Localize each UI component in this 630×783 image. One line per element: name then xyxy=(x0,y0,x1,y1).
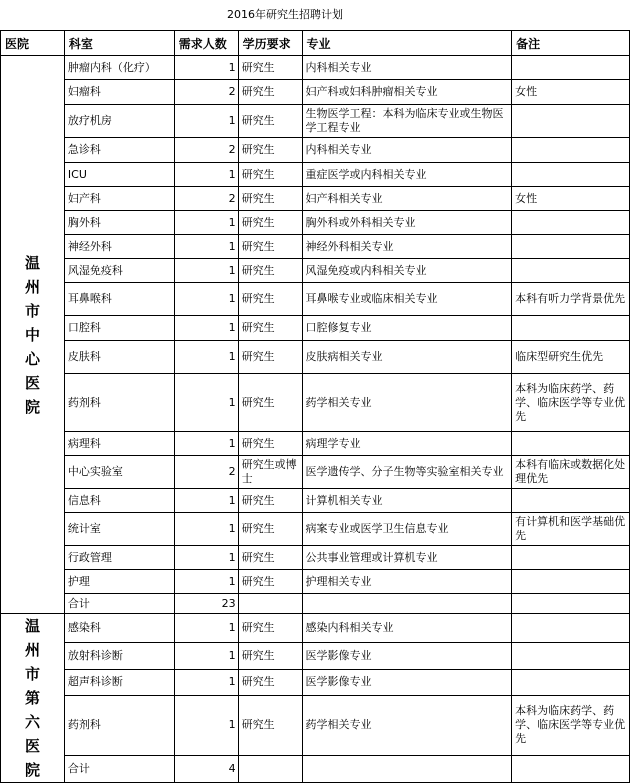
count-cell: 1 xyxy=(174,546,238,570)
major-cell: 重症医学或内科相关专业 xyxy=(302,163,512,187)
major-cell xyxy=(302,755,512,782)
count-cell: 1 xyxy=(174,259,238,283)
remark-cell: 有计算机和医学基础优先 xyxy=(512,513,630,546)
remark-cell xyxy=(512,614,630,643)
table-row xyxy=(1,163,630,187)
department-cell: 急诊科 xyxy=(64,138,174,163)
major-cell: 药学相关专业 xyxy=(302,695,512,755)
count-cell: 2 xyxy=(174,80,238,105)
major-cell: 胸外科或外科相关专业 xyxy=(302,211,512,235)
major-cell: 感染内科相关专业 xyxy=(302,614,512,643)
table-row xyxy=(1,432,630,456)
count-cell: 1 xyxy=(174,341,238,374)
table-row xyxy=(1,259,630,283)
education-cell: 研究生 xyxy=(238,283,302,316)
count-cell: 1 xyxy=(174,283,238,316)
education-cell: 研究生 xyxy=(238,614,302,643)
table-row xyxy=(1,513,630,546)
header-remark: 备注 xyxy=(512,31,630,56)
department-cell: 皮肤科 xyxy=(64,341,174,374)
table-row xyxy=(1,235,630,259)
count-cell: 1 xyxy=(174,513,238,546)
department-cell: 中心实验室 xyxy=(64,456,174,489)
remark-cell xyxy=(512,432,630,456)
remark-cell xyxy=(512,56,630,80)
education-cell: 研究生 xyxy=(238,138,302,163)
department-cell: 妇产科 xyxy=(64,187,174,211)
table-row xyxy=(1,56,630,80)
department-cell: 风湿免疫科 xyxy=(64,259,174,283)
total-count-cell: 4 xyxy=(174,755,238,782)
count-cell: 1 xyxy=(174,316,238,341)
header-major: 专业 xyxy=(302,31,512,56)
remark-cell xyxy=(512,105,630,138)
department-cell: 神经外科 xyxy=(64,235,174,259)
table-row xyxy=(1,374,630,432)
recruitment-table xyxy=(0,30,630,783)
major-cell: 耳鼻喉专业或临床相关专业 xyxy=(302,283,512,316)
count-cell: 1 xyxy=(174,211,238,235)
remark-cell: 本科为临床药学、药学、临床医学等专业优先 xyxy=(512,695,630,755)
education-cell: 研究生 xyxy=(238,546,302,570)
department-cell: 药剂科 xyxy=(64,695,174,755)
remark-cell xyxy=(512,570,630,594)
major-cell: 妇产科或妇科肿瘤相关专业 xyxy=(302,80,512,105)
department-cell: 肿瘤内科（化疗） xyxy=(64,56,174,80)
edu-cell xyxy=(238,594,302,614)
department-cell: 放射科诊断 xyxy=(64,643,174,669)
major-cell: 皮肤病相关专业 xyxy=(302,341,512,374)
education-cell: 研究生 xyxy=(238,56,302,80)
table-row xyxy=(1,187,630,211)
education-cell: 研究生 xyxy=(238,513,302,546)
department-cell: ICU xyxy=(64,163,174,187)
count-cell: 2 xyxy=(174,187,238,211)
major-cell: 生物医学工程：本科为临床专业或生物医学工程专业 xyxy=(302,105,512,138)
education-cell: 研究生 xyxy=(238,695,302,755)
remark-cell xyxy=(512,594,630,614)
table-row xyxy=(1,489,630,513)
major-cell: 病案专业或医学卫生信息专业 xyxy=(302,513,512,546)
education-cell: 研究生 xyxy=(238,669,302,695)
table-row xyxy=(1,341,630,374)
major-cell: 神经外科相关专业 xyxy=(302,235,512,259)
total-label-cell: 合计 xyxy=(64,755,174,782)
department-cell: 耳鼻喉科 xyxy=(64,283,174,316)
department-cell: 超声科诊断 xyxy=(64,669,174,695)
major-cell xyxy=(302,594,512,614)
education-cell: 研究生 xyxy=(238,105,302,138)
major-cell: 内科相关专业 xyxy=(302,56,512,80)
table-row xyxy=(1,695,630,755)
remark-cell xyxy=(512,163,630,187)
count-cell: 1 xyxy=(174,614,238,643)
table-row xyxy=(1,570,630,594)
table-row xyxy=(1,546,630,570)
remark-cell: 女性 xyxy=(512,80,630,105)
count-cell: 2 xyxy=(174,456,238,489)
remark-cell: 临床型研究生优先 xyxy=(512,341,630,374)
sheet-title: 2016年研究生招聘计划 xyxy=(227,8,343,21)
total-count-cell: 23 xyxy=(174,594,238,614)
education-cell: 研究生 xyxy=(238,80,302,105)
count-cell: 1 xyxy=(174,695,238,755)
count-cell: 1 xyxy=(174,669,238,695)
major-cell: 内科相关专业 xyxy=(302,138,512,163)
total-row xyxy=(1,755,630,782)
header-count: 需求人数 xyxy=(174,31,238,56)
education-cell: 研究生 xyxy=(238,316,302,341)
edu-cell xyxy=(238,755,302,782)
department-cell: 行政管理 xyxy=(64,546,174,570)
department-cell: 口腔科 xyxy=(64,316,174,341)
header-hospital: 医院 xyxy=(1,31,65,56)
major-cell: 医学遗传学、分子生物等实验室相关专业 xyxy=(302,456,512,489)
major-cell: 护理相关专业 xyxy=(302,570,512,594)
major-cell: 口腔修复专业 xyxy=(302,316,512,341)
education-cell: 研究生 xyxy=(238,235,302,259)
count-cell: 2 xyxy=(174,138,238,163)
education-cell: 研究生 xyxy=(238,211,302,235)
total-label-cell: 合计 xyxy=(64,594,174,614)
table-row xyxy=(1,105,630,138)
remark-cell xyxy=(512,138,630,163)
major-cell: 药学相关专业 xyxy=(302,374,512,432)
education-cell: 研究生 xyxy=(238,489,302,513)
table-row xyxy=(1,456,630,489)
remark-cell xyxy=(512,643,630,669)
table-row xyxy=(1,643,630,669)
count-cell: 1 xyxy=(174,432,238,456)
remark-cell: 女性 xyxy=(512,187,630,211)
department-cell: 妇瘤科 xyxy=(64,80,174,105)
table-row xyxy=(1,669,630,695)
total-row xyxy=(1,594,630,614)
major-cell: 病理学专业 xyxy=(302,432,512,456)
department-cell: 信息科 xyxy=(64,489,174,513)
department-cell: 胸外科 xyxy=(64,211,174,235)
count-cell: 1 xyxy=(174,374,238,432)
count-cell: 1 xyxy=(174,489,238,513)
remark-cell xyxy=(512,235,630,259)
remark-cell xyxy=(512,546,630,570)
education-cell: 研究生 xyxy=(238,163,302,187)
education-cell: 研究生 xyxy=(238,187,302,211)
header-row xyxy=(1,31,630,56)
department-cell: 病理科 xyxy=(64,432,174,456)
header-department: 科室 xyxy=(64,31,174,56)
table-row xyxy=(1,211,630,235)
count-cell: 1 xyxy=(174,643,238,669)
remark-cell xyxy=(512,489,630,513)
header-education: 学历要求 xyxy=(238,31,302,56)
department-cell: 放疗机房 xyxy=(64,105,174,138)
department-cell: 感染科 xyxy=(64,614,174,643)
table-row xyxy=(1,614,630,643)
major-cell: 公共事业管理或计算机专业 xyxy=(302,546,512,570)
major-cell: 医学影像专业 xyxy=(302,669,512,695)
education-cell: 研究生 xyxy=(238,432,302,456)
remark-cell: 本科有听力学背景优先 xyxy=(512,283,630,316)
major-cell: 计算机相关专业 xyxy=(302,489,512,513)
table-row xyxy=(1,283,630,316)
education-cell: 研究生 xyxy=(238,374,302,432)
education-cell: 研究生或博士 xyxy=(238,456,302,489)
count-cell: 1 xyxy=(174,56,238,80)
table-row xyxy=(1,80,630,105)
table-row xyxy=(1,316,630,341)
education-cell: 研究生 xyxy=(238,643,302,669)
major-cell: 医学影像专业 xyxy=(302,643,512,669)
department-cell: 药剂科 xyxy=(64,374,174,432)
count-cell: 1 xyxy=(174,105,238,138)
count-cell: 1 xyxy=(174,163,238,187)
count-cell: 1 xyxy=(174,235,238,259)
count-cell: 1 xyxy=(174,570,238,594)
hospital-name-cell: 温 州 市 第 六 医 院 xyxy=(1,614,65,783)
major-cell: 妇产科相关专业 xyxy=(302,187,512,211)
remark-cell xyxy=(512,755,630,782)
education-cell: 研究生 xyxy=(238,570,302,594)
remark-cell xyxy=(512,669,630,695)
education-cell: 研究生 xyxy=(238,341,302,374)
table-row xyxy=(1,138,630,163)
remark-cell: 本科为临床药学、药学、临床医学等专业优先 xyxy=(512,374,630,432)
remark-cell xyxy=(512,316,630,341)
major-cell: 风湿免疫或内科相关专业 xyxy=(302,259,512,283)
remark-cell: 本科有临床或数据化处理优先 xyxy=(512,456,630,489)
department-cell: 统计室 xyxy=(64,513,174,546)
department-cell: 护理 xyxy=(64,570,174,594)
remark-cell xyxy=(512,211,630,235)
education-cell: 研究生 xyxy=(238,259,302,283)
hospital-name-cell: 温 州 市 中 心 医 院 xyxy=(1,56,65,614)
remark-cell xyxy=(512,259,630,283)
